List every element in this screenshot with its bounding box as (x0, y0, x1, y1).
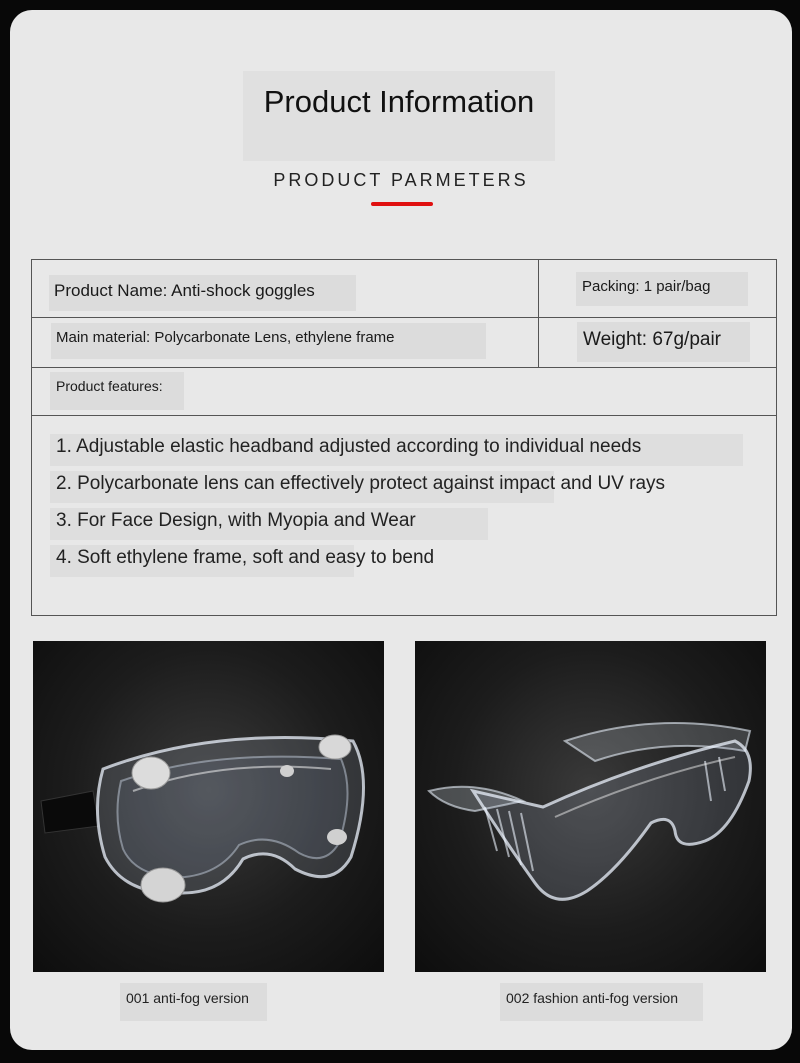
safety-glasses-illustration (415, 641, 766, 972)
table-column-divider (538, 260, 539, 367)
product-caption: 001 anti-fog version (120, 983, 267, 1021)
table-divider (32, 317, 776, 318)
feature-item: 4. Soft ethylene frame, soft and easy to bend (50, 545, 354, 577)
table-divider (32, 367, 776, 368)
section-subtitle: PRODUCT PARMETERS (273, 170, 529, 190)
product-caption: 002 fashion anti-fog version (500, 983, 703, 1021)
table-divider (32, 415, 776, 416)
title-box (243, 71, 555, 161)
weight-cell: Weight: 67g/pair (577, 322, 750, 362)
page-title: Product Information (263, 84, 535, 119)
safety-glasses-photo (415, 641, 766, 972)
goggles-photo (33, 641, 384, 972)
feature-item: 2. Polycarbonate lens can effectively protect against impact and UV rays (50, 471, 554, 503)
feature-item: 3. For Face Design, with Myopia and Wear (50, 508, 488, 540)
product-name-cell: Product Name: Anti-shock goggles (49, 275, 356, 311)
goggles-illustration (33, 641, 384, 972)
packing-cell: Packing: 1 pair/bag (576, 272, 748, 306)
features-label: Product features: (50, 372, 184, 410)
product-info-card (10, 10, 792, 1050)
accent-underline (371, 202, 433, 206)
main-material-cell: Main material: Polycarbonate Lens, ethylene frame (51, 323, 486, 359)
parameters-table (31, 259, 777, 616)
feature-item: 1. Adjustable elastic headband adjusted according to individual needs (50, 434, 743, 466)
